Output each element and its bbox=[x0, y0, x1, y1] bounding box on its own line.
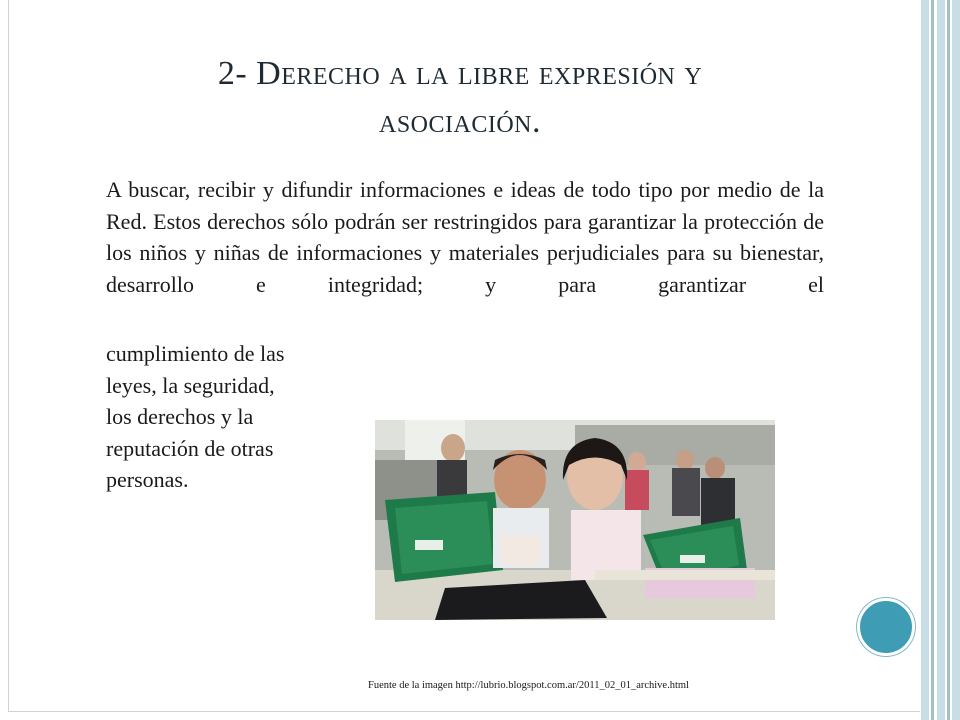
text-line: leyes, la seguridad, bbox=[106, 372, 275, 398]
decorative-side-bar bbox=[937, 0, 945, 720]
classroom-photo-illustration bbox=[375, 420, 775, 620]
slide-title-line-1: 2- Derecho a la libre expresión y bbox=[217, 55, 703, 92]
decorative-side-bar bbox=[931, 0, 934, 720]
decorative-circle bbox=[857, 598, 915, 656]
decorative-side-bar bbox=[921, 0, 929, 720]
text-line: personas. bbox=[106, 467, 189, 493]
decorative-side-bar bbox=[952, 0, 960, 720]
body-paragraph: A buscar, recibir y difundir informaciones e ideas de todo tipo por medio de la Red. Estos derechos sólo podrán ser restringidos para garantizar la protección de los niños y niñas de informaciones y materiales perjudiciales para su bienestar, desarrollo e integridad; y para garantizar el bbox=[106, 177, 824, 297]
body-paragraph-continuation bbox=[106, 338, 366, 496]
image-source-caption: Fuente de la imagen http://lubrio.blogspot.com.ar/2011_02_01_archive.html bbox=[368, 680, 689, 691]
slide-title bbox=[60, 50, 860, 146]
text-line: cumplimiento de las bbox=[106, 341, 285, 366]
decorative-side-bar bbox=[947, 0, 950, 720]
classroom-photo bbox=[375, 420, 775, 620]
slide-title-line-2: asociación. bbox=[378, 103, 541, 140]
text-line: reputación de otras bbox=[106, 435, 274, 461]
text-line: los derechos y la bbox=[106, 404, 254, 430]
